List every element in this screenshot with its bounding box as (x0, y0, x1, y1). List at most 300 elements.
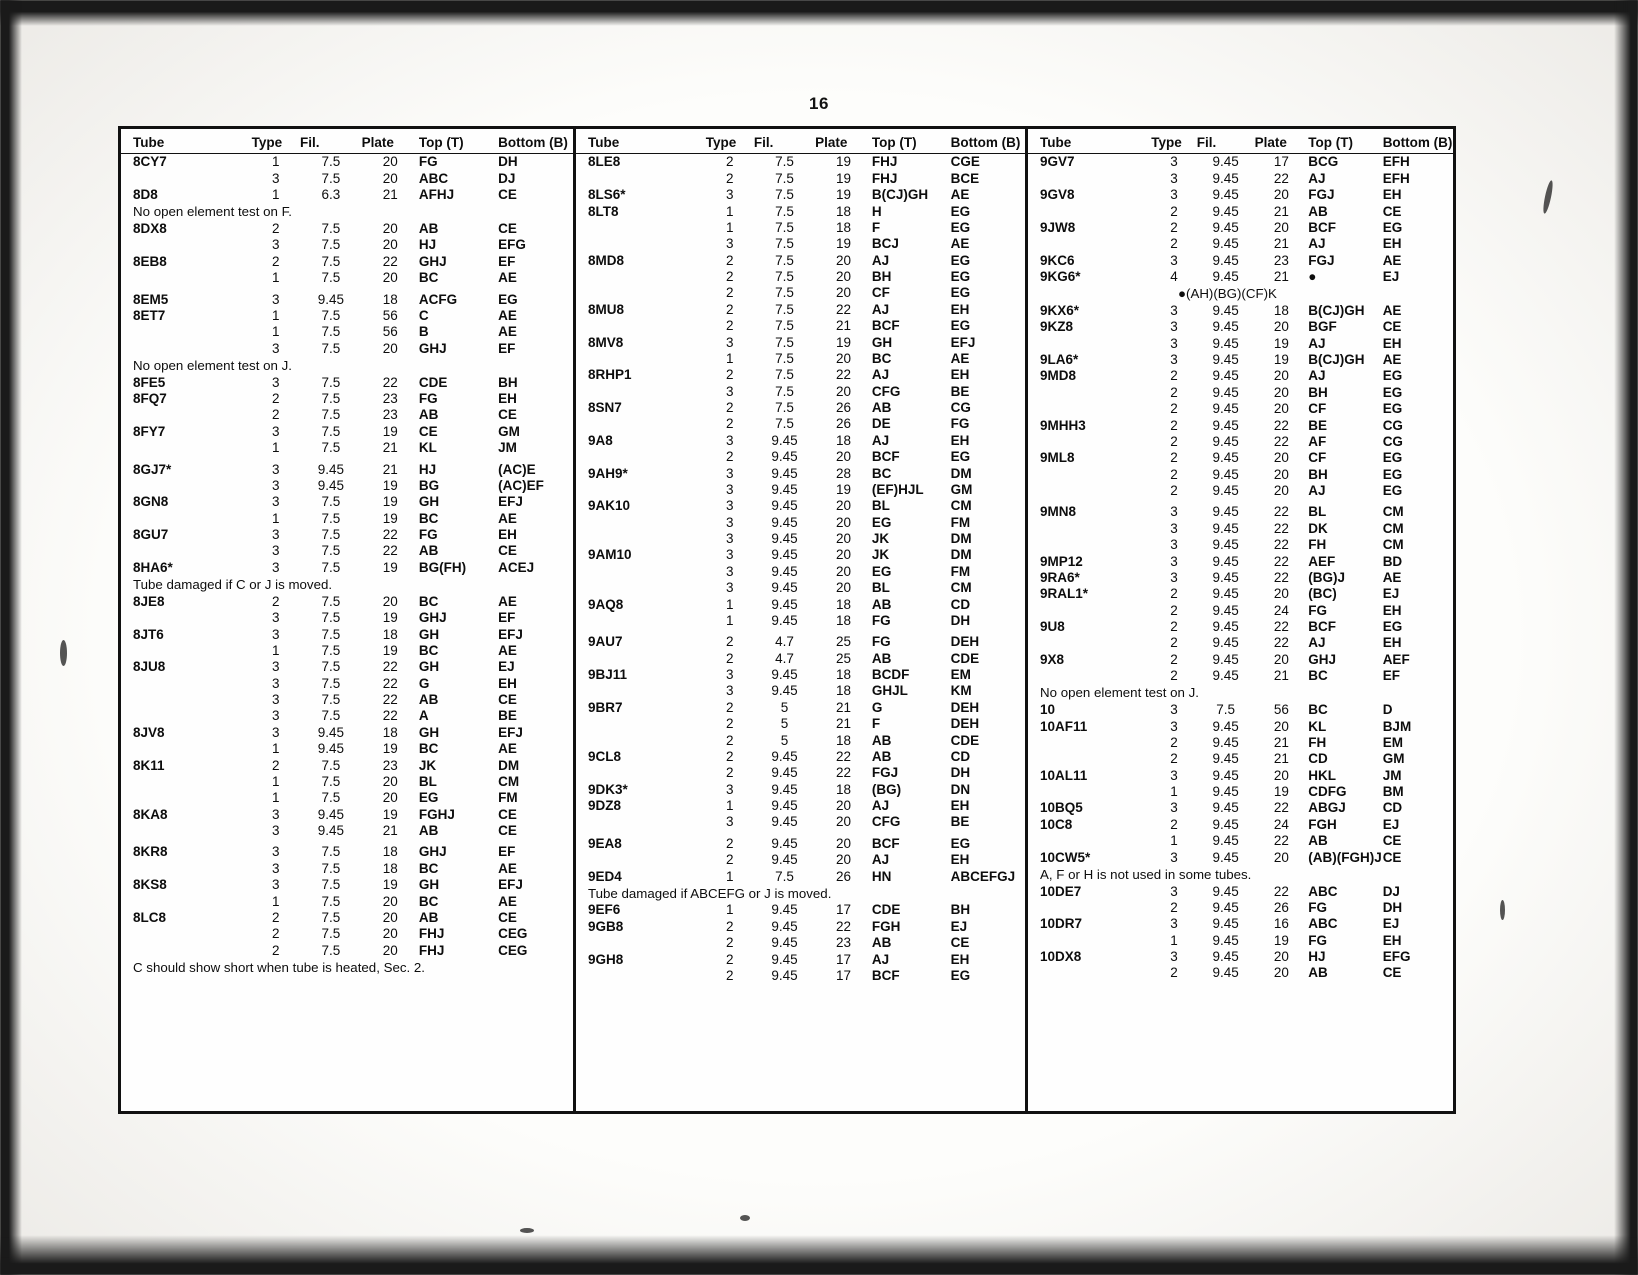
cell-top: HJ (418, 237, 437, 253)
cell-bottom: AE (498, 510, 517, 526)
cell-tube (1028, 833, 1151, 849)
cell-type: 3 (272, 559, 280, 575)
cell-bottom: ABCEFGJ (950, 868, 1016, 884)
cell-bottom: EG (1382, 450, 1403, 466)
cell-tube (121, 893, 252, 909)
table-row (576, 400, 1025, 416)
cell-top: (BG) (871, 781, 902, 797)
table-row (1028, 586, 1453, 602)
cell-fil: 9.45 (1212, 849, 1239, 865)
table-row (1028, 352, 1453, 368)
cell-plate: 22 (1273, 883, 1289, 899)
cell-plate: 20 (1273, 949, 1289, 965)
cell-fil: 9.45 (771, 432, 798, 448)
cell-type: 2 (726, 416, 734, 432)
cell-plate: 18 (382, 291, 398, 307)
cell-fil: 9.45 (1212, 269, 1239, 285)
cell-type: 2 (726, 269, 734, 285)
cell-bottom: EFJ (498, 494, 523, 510)
cell-fil: 7.5 (321, 610, 341, 626)
table-row (576, 968, 1025, 984)
cell-bottom: EH (498, 675, 517, 691)
cell-bottom: EF (498, 253, 516, 269)
cell-type: 2 (1170, 651, 1178, 667)
table-row (1028, 520, 1453, 536)
cell-fil: 9.45 (1212, 800, 1239, 816)
table-row (121, 926, 573, 942)
cell-top: AB (1308, 203, 1328, 219)
cell-type: 3 (272, 860, 280, 876)
cell-tube (1028, 668, 1151, 684)
cell-bottom: GM (498, 423, 520, 439)
cell-top: BL (871, 580, 890, 596)
cell-top: BE (1308, 417, 1328, 433)
cell-fil: 7.5 (321, 494, 341, 510)
table-header-row (121, 129, 573, 154)
cell-fil: 7.5 (321, 154, 341, 170)
table-row (1028, 570, 1453, 586)
cell-tube (1028, 384, 1151, 400)
cell-bottom: EM (1382, 734, 1403, 750)
table-row (576, 301, 1025, 317)
cell-plate: 20 (382, 790, 398, 806)
cell-plate: 20 (1273, 586, 1289, 602)
cell-bottom: EJ (1382, 816, 1400, 832)
cell-top: AJ (871, 252, 890, 268)
cell-tube (576, 814, 706, 830)
cell-tube: 8GU7 (133, 527, 169, 543)
cell-top: FGHJ (418, 806, 455, 822)
cell-top: GH (418, 494, 440, 510)
cell-tube: 8HA6* (133, 559, 173, 575)
cell-type: 1 (272, 270, 280, 286)
cell-bottom: EG (950, 967, 971, 983)
tube-data-table-sheet (118, 126, 1456, 1114)
cell-fil: 9.45 (771, 580, 798, 596)
cell-type: 3 (1170, 849, 1178, 865)
cell-fil: 7.5 (321, 844, 341, 860)
cell-tube (121, 926, 252, 942)
cell-bottom: BE (950, 814, 970, 830)
table-row (121, 237, 573, 253)
table-row (121, 461, 573, 477)
cell-fil: 9.45 (1212, 734, 1239, 750)
cell-top: BC (871, 350, 892, 366)
cell-type: 3 (1170, 252, 1178, 268)
table-row (1028, 965, 1453, 981)
cell-top: GHJ (1308, 651, 1337, 667)
cell-tube: 9RAL1* (1040, 586, 1089, 602)
cell-type: 2 (726, 154, 734, 170)
cell-type: 2 (1170, 433, 1178, 449)
cell-tube: 8CY7 (133, 154, 167, 170)
cell-bottom: CEG (498, 926, 528, 942)
table-row (1028, 450, 1453, 466)
cell-tube (576, 383, 706, 399)
cell-top: JK (871, 547, 890, 563)
cell-fil: 7.5 (321, 253, 341, 269)
cell-type: 2 (1170, 668, 1178, 684)
cell-tube (121, 675, 252, 691)
cell-fil: 9.45 (1212, 335, 1239, 351)
table-row (121, 593, 573, 609)
cell-bottom: CG (950, 400, 971, 416)
cell-fil: 7.5 (321, 909, 341, 925)
cell-bottom: AE (1382, 302, 1402, 318)
cell-tube (1028, 466, 1151, 482)
cell-bottom: CE (498, 407, 517, 423)
cell-plate: 23 (835, 935, 851, 951)
cell-plate: 22 (382, 659, 398, 675)
cell-plate: 20 (835, 269, 851, 285)
cell-top: BCF (871, 835, 900, 851)
cell-plate: 21 (1273, 734, 1289, 750)
cell-tube: 8K11 (133, 757, 165, 773)
cell-type: 3 (1170, 154, 1178, 170)
cell-top: (EF)HJL (871, 481, 924, 497)
table-row (1028, 916, 1453, 932)
cell-bottom: AE (498, 741, 517, 757)
table-row (576, 699, 1025, 715)
cell-type: 3 (726, 683, 734, 699)
cell-bottom: CE (498, 221, 517, 237)
cell-fil: 9.45 (317, 461, 344, 477)
cell-top: BCF (871, 967, 900, 983)
cell-plate: 20 (835, 580, 851, 596)
cell-bottom: CM (1382, 537, 1404, 553)
cell-tube: 8JV8 (133, 724, 165, 740)
cell-plate: 22 (382, 374, 398, 390)
cell-bottom: EH (950, 852, 970, 868)
cell-bottom: CE (498, 909, 517, 925)
cell-type: 3 (726, 383, 734, 399)
cell-fil: 9.45 (771, 596, 798, 612)
cell-tube (576, 765, 706, 781)
table-row (576, 351, 1025, 367)
cell-bottom: DM (950, 531, 972, 547)
cell-fil: 9.45 (1212, 569, 1239, 585)
cell-plate: 18 (835, 667, 851, 683)
cell-fil: 7.5 (321, 860, 341, 876)
cell-bottom: AE (498, 893, 517, 909)
table-row (1028, 784, 1453, 800)
header-plate: Plate (815, 129, 872, 154)
cell-top: AEF (1308, 553, 1336, 569)
table-row (1028, 735, 1453, 751)
table-row (576, 236, 1025, 252)
cell-fil: 9.45 (1212, 586, 1239, 602)
header-top: Top (T) (419, 129, 498, 154)
table-row (576, 220, 1025, 236)
cell-tube: 8JT6 (133, 626, 164, 642)
cell-bottom: EJ (1382, 916, 1400, 932)
table-row (576, 498, 1025, 514)
cell-type: 2 (726, 301, 734, 317)
cell-type: 2 (1170, 734, 1178, 750)
header-bottom: Bottom (B) (498, 129, 573, 154)
cell-fil: 9.45 (1212, 767, 1239, 783)
cell-tube (576, 269, 706, 285)
cell-bottom: DM (950, 465, 972, 481)
cell-type: 3 (272, 170, 280, 186)
cell-plate: 19 (382, 741, 398, 757)
cell-top: CE (418, 423, 438, 439)
cell-plate: 20 (835, 563, 851, 579)
cell-type: 2 (726, 367, 734, 383)
cell-plate: 20 (1273, 401, 1289, 417)
cell-fil: 9.45 (1212, 816, 1239, 832)
cell-type: 1 (1170, 833, 1178, 849)
cell-bottom: CD (1382, 800, 1403, 816)
table-row (121, 270, 573, 286)
cell-type: 1 (1170, 932, 1178, 948)
cell-bottom: DH (950, 612, 971, 628)
cell-bottom: EH (1382, 932, 1402, 948)
cell-tube: 10DX8 (1040, 949, 1082, 965)
cell-bottom: CDE (950, 650, 980, 666)
page-edge-bottom (0, 1235, 1638, 1275)
cell-type: 1 (272, 741, 280, 757)
cell-bottom: EG (1382, 401, 1403, 417)
cell-fil: 9.45 (1212, 784, 1239, 800)
cell-fil: 9.45 (1212, 651, 1239, 667)
cell-type: 3 (1170, 553, 1178, 569)
cell-plate: 20 (382, 270, 398, 286)
table-row (576, 580, 1025, 596)
cell-tube (576, 935, 706, 951)
cell-type: 2 (272, 942, 280, 958)
cell-plate: 22 (1273, 635, 1289, 651)
cell-top: BCG (1308, 154, 1339, 170)
cell-fil: 7.5 (775, 236, 794, 252)
cell-type: 3 (272, 692, 280, 708)
cell-plate: 20 (1273, 219, 1289, 235)
cell-type: 2 (726, 634, 734, 650)
cell-bottom: BJM (1382, 718, 1412, 734)
cell-fil: 7.5 (321, 340, 341, 356)
note-text: No open element test on F. (133, 204, 292, 220)
cell-tube: 9MHH3 (1040, 417, 1086, 433)
cell-plate: 20 (1273, 187, 1289, 203)
table-row (576, 482, 1025, 498)
cell-tube (576, 285, 706, 301)
table-row (576, 514, 1025, 530)
cell-fil: 9.45 (771, 449, 798, 465)
table-row (576, 334, 1025, 350)
table-row (121, 790, 573, 806)
cell-type: 2 (1170, 602, 1178, 618)
cell-fil: 7.5 (775, 400, 794, 416)
cell-top: FG (418, 527, 438, 543)
cell-tube: 8FQ7 (133, 391, 167, 407)
cell-tube (576, 683, 706, 699)
table-header (1028, 129, 1453, 154)
cell-bottom: EJ (1382, 269, 1400, 285)
header-plate: Plate (1255, 129, 1309, 154)
cell-plate: 25 (835, 650, 851, 666)
cell-type: 3 (726, 667, 734, 683)
cell-type: 3 (272, 477, 280, 493)
cell-fil: 4.7 (775, 634, 794, 650)
cell-fil: 9.45 (771, 967, 798, 983)
cell-plate: 22 (835, 748, 851, 764)
cell-bottom: EG (950, 219, 971, 235)
cell-type: 2 (1170, 401, 1178, 417)
cell-tube: 9KG6* (1040, 269, 1081, 285)
cell-top: BCF (871, 318, 900, 334)
table-row (121, 806, 573, 822)
cell-tube: 10AL11 (1040, 767, 1088, 783)
cell-top: BCJ (871, 236, 899, 252)
cell-type: 2 (726, 967, 734, 983)
cell-type: 2 (1170, 236, 1178, 252)
cell-plate: 18 (835, 203, 851, 219)
cell-top: B(CJ)GH (1308, 352, 1365, 368)
table-row (121, 543, 573, 559)
cell-plate: 18 (835, 596, 851, 612)
table-row (576, 781, 1025, 797)
table-row (576, 634, 1025, 650)
cell-fil: 7.5 (321, 307, 341, 323)
cell-top: FG (871, 634, 891, 650)
table-row (576, 285, 1025, 301)
cell-top: G (418, 675, 430, 691)
table-row (576, 613, 1025, 629)
cell-bottom: BH (950, 902, 971, 918)
cell-top: AB (418, 221, 439, 237)
cell-type: 1 (726, 612, 734, 628)
cell-plate: 22 (1273, 569, 1289, 585)
table-row (576, 465, 1025, 481)
table-row (121, 741, 573, 757)
cell-fil: 9.45 (1212, 718, 1239, 734)
tube-table (121, 129, 573, 976)
cell-type: 2 (1170, 751, 1178, 767)
cell-fil: 9.45 (1212, 352, 1239, 368)
cell-fil: 7.5 (321, 942, 341, 958)
cell-bottom: AE (1382, 569, 1402, 585)
cell-tube (576, 318, 706, 334)
cell-fil: 9.45 (1212, 401, 1239, 417)
cell-bottom: FM (498, 790, 518, 806)
cell-bottom: EM (950, 667, 971, 683)
cell-bottom: DEH (950, 699, 980, 715)
cell-type: 2 (1170, 816, 1178, 832)
cell-top: FG (418, 391, 438, 407)
table-row (576, 170, 1025, 186)
note-text: Tube damaged if C or J is moved. (133, 576, 333, 592)
cell-top: AJ (1308, 635, 1326, 651)
cell-plate: 19 (382, 494, 398, 510)
cell-tube: 9RA6* (1040, 569, 1080, 585)
cell-top: G (871, 699, 883, 715)
cell-tube (1028, 635, 1151, 651)
cell-type: 3 (726, 187, 734, 203)
cell-type: 3 (272, 543, 280, 559)
cell-top: CF (1308, 401, 1327, 417)
cell-plate: 19 (835, 481, 851, 497)
cell-fil: 7.5 (321, 270, 341, 286)
cell-type: 2 (272, 253, 280, 269)
cell-top: AB (418, 692, 439, 708)
cell-type: 3 (272, 461, 280, 477)
cell-fil: 5 (780, 732, 789, 748)
cell-plate: 20 (1273, 767, 1289, 783)
cell-top: FGH (871, 918, 901, 934)
cell-tube: 9JW8 (1040, 219, 1076, 235)
cell-tube: 9AU7 (588, 634, 623, 650)
table-row (1028, 504, 1453, 520)
cell-plate: 16 (1273, 916, 1289, 932)
cell-top: (BC) (1308, 586, 1337, 602)
cell-plate: 18 (382, 724, 398, 740)
cell-tube (121, 543, 252, 559)
cell-top: BCF (871, 449, 900, 465)
cell-tube (121, 708, 252, 724)
cell-type: 2 (726, 449, 734, 465)
table-row (1028, 269, 1453, 285)
cell-fil: 9.45 (1212, 916, 1239, 932)
cell-tube: 8EB8 (133, 253, 167, 269)
cell-plate: 21 (382, 440, 398, 456)
cell-fil: 7.5 (775, 301, 794, 317)
cell-top: ACFG (418, 291, 458, 307)
cell-bottom: CE (498, 806, 517, 822)
cell-plate: 21 (1273, 203, 1289, 219)
table-row (121, 527, 573, 543)
cell-top: BG (418, 477, 440, 493)
cell-plate: 21 (1273, 668, 1289, 684)
cell-tube (1028, 170, 1151, 186)
table-row (1028, 483, 1453, 499)
cell-tube (1028, 483, 1151, 499)
cell-plate: 56 (382, 324, 398, 340)
cell-fil: 9.45 (1212, 236, 1239, 252)
cell-tube: 8SN7 (588, 400, 622, 416)
cell-type: 3 (272, 708, 280, 724)
cell-plate: 23 (382, 391, 398, 407)
cell-bottom: FG (950, 416, 970, 432)
cell-bottom: CM (950, 580, 972, 596)
cell-plate: 21 (382, 187, 398, 203)
cell-tube (121, 643, 252, 659)
cell-bottom: AE (1382, 352, 1402, 368)
table-row (576, 547, 1025, 563)
cell-fil: 9.45 (1212, 668, 1239, 684)
cell-plate: 23 (1273, 252, 1289, 268)
table-row (1028, 767, 1453, 783)
cell-type: 2 (1170, 899, 1178, 915)
cell-top: FGJ (871, 765, 899, 781)
cell-top: GHJ (418, 340, 447, 356)
cell-tube (576, 514, 706, 530)
cell-bottom: EFG (498, 237, 526, 253)
cell-fil: 9.45 (1212, 619, 1239, 635)
note-text: A, F or H is not used in some tubes. (1040, 866, 1252, 882)
header-tube: Tube (121, 129, 252, 154)
cell-plate: 20 (1273, 651, 1289, 667)
cell-top: AJ (871, 798, 890, 814)
cell-plate: 19 (835, 154, 851, 170)
cell-fil: 9.45 (771, 835, 798, 851)
header-bottom: Bottom (B) (951, 129, 1025, 154)
table-row (121, 610, 573, 626)
cell-fil: 7.5 (321, 237, 341, 253)
cell-plate: 22 (382, 543, 398, 559)
cell-plate: 28 (835, 465, 851, 481)
header-type: Type (1151, 129, 1196, 154)
cell-tube: 8D8 (133, 187, 158, 203)
